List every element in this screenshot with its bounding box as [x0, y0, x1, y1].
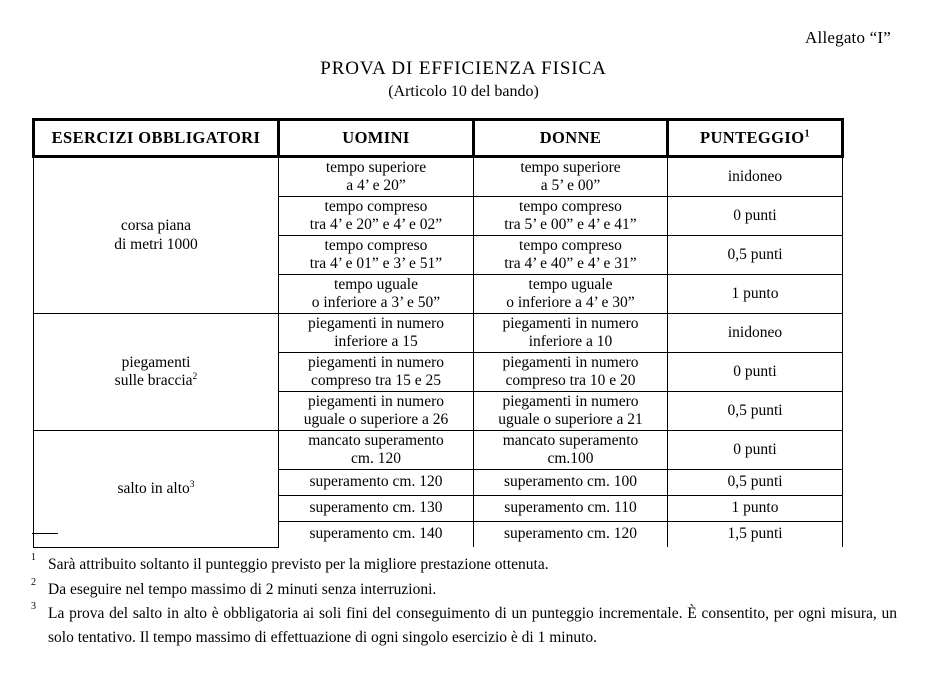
table-header-row [34, 120, 843, 157]
score-cell: 0,5 punti [668, 470, 843, 496]
women-line-2: inferiore a 10 [528, 333, 613, 350]
men-cell [279, 197, 474, 236]
exercise-line-2: di metri 1000 [114, 235, 198, 253]
score-cell: 0 punti [668, 431, 843, 470]
footnotes-section [31, 553, 897, 650]
footnote-marker: 1 [31, 552, 36, 563]
men-line-1: mancato superamento [308, 431, 444, 449]
score-cell: 0 punti [668, 353, 843, 392]
exercise-line-2: sulle braccia [114, 372, 193, 389]
women-line-1: tempo compreso [519, 197, 622, 215]
footnote-marker: 3 [189, 478, 195, 490]
footnote-1 [31, 553, 897, 577]
women-line-2: compreso tra 10 e 20 [505, 372, 636, 389]
men-line-2: a 4’ e 20” [346, 177, 406, 194]
exercise-line-1: salto in alto [117, 479, 190, 497]
men-cell [279, 157, 474, 197]
title-block [0, 58, 927, 102]
women-cell [474, 353, 668, 392]
women-line-1: tempo uguale [528, 275, 613, 293]
score-cell: inidoneo [668, 314, 843, 353]
score-cell: 0,5 punti [668, 236, 843, 275]
women-line-2: cm.100 [547, 450, 594, 467]
footnote-marker: 2 [192, 370, 198, 382]
women-cell [474, 392, 668, 431]
women-cell: superamento cm. 110 [474, 496, 668, 522]
women-line-1: tempo compreso [519, 236, 622, 254]
table-row [34, 314, 843, 353]
women-line-2: uguale o superiore a 21 [498, 411, 643, 428]
men-line-2: compreso tra 15 e 25 [311, 372, 441, 389]
men-line-2: tra 4’ e 20” e 4’ e 02” [309, 216, 443, 233]
men-line-1: tempo compreso [324, 197, 428, 215]
footnote-marker: 1 [804, 128, 810, 140]
men-cell [279, 314, 474, 353]
exercise-cell-corsa-piana [34, 157, 279, 314]
women-cell: superamento cm. 120 [474, 522, 668, 548]
men-cell [279, 392, 474, 431]
column-header-exercises: ESERCIZI OBBLIGATORI [34, 120, 279, 157]
women-line-2: a 5’ e 00” [540, 177, 601, 194]
table-body [34, 157, 843, 548]
men-line-2: o inferiore a 3’ e 50” [311, 294, 441, 311]
women-line-2: o inferiore a 4’ e 30” [506, 294, 635, 311]
column-header-men: UOMINI [279, 120, 474, 157]
exercise-line-1: corsa piana [120, 217, 192, 235]
women-line-1: piegamenti in numero [502, 353, 639, 371]
men-cell: superamento cm. 120 [279, 470, 474, 496]
score-cell: inidoneo [668, 157, 843, 197]
men-line-1: tempo compreso [324, 236, 428, 254]
footnote-text: La prova del salto in alto è obbligatoria ai soli fini del conseguimento di un punteggio incrementale. È consentito, per ogni misura, un solo tentativo. Il tempo massimo di effettuazione di ogni singolo esercizio è di 1 minuto. [48, 605, 897, 646]
physical-test-table-wrapper [32, 118, 841, 548]
men-line-1: tempo superiore [325, 158, 427, 176]
women-cell: superamento cm. 100 [474, 470, 668, 496]
exercise-cell-piegamenti-sulle-braccia [34, 314, 279, 431]
table-row [34, 431, 843, 470]
men-line-1: tempo uguale [334, 275, 418, 293]
footnote-marker: 3 [31, 601, 36, 613]
footnote-text: Da eseguire nel tempo massimo di 2 minuti senza interruzioni. [48, 580, 437, 598]
women-line-1: tempo superiore [520, 158, 621, 176]
score-cell: 0 punti [668, 197, 843, 236]
footnote-3 [31, 602, 897, 649]
women-line-1: piegamenti in numero [502, 314, 639, 332]
women-cell [474, 314, 668, 353]
men-cell: superamento cm. 140 [279, 522, 474, 548]
column-header-women: DONNE [474, 120, 668, 157]
footnote-text: Sarà attribuito soltanto il punteggio previsto per la migliore prestazione ottenuta. [48, 556, 549, 573]
page-title: PROVA DI EFFICIENZA FISICA [320, 58, 607, 79]
men-cell [279, 353, 474, 392]
footnote-2 [31, 578, 897, 602]
women-line-2: tra 4’ e 40” e 4’ e 31” [504, 255, 637, 272]
women-line-1: piegamenti in numero [502, 392, 639, 410]
women-cell [474, 275, 668, 314]
women-cell [474, 157, 668, 197]
score-cell: 1,5 punti [668, 522, 843, 548]
women-cell [474, 197, 668, 236]
score-cell: 1 punto [668, 496, 843, 522]
men-line-2: inferiore a 15 [334, 333, 418, 350]
footnote-marker: 2 [31, 576, 36, 588]
page-subtitle: (Articolo 10 del bando) [388, 82, 539, 100]
column-header-score [668, 120, 843, 157]
men-cell [279, 236, 474, 275]
women-cell [474, 236, 668, 275]
score-cell: 1 punto [668, 275, 843, 314]
men-cell [279, 275, 474, 314]
table-corner-rule [32, 533, 58, 534]
column-header-score-label: PUNTEGGIO [700, 127, 805, 147]
exercise-line-1: piegamenti [121, 353, 191, 371]
men-line-1: piegamenti in numero [307, 392, 445, 410]
annex-label: Allegato “I” [805, 28, 891, 47]
men-cell: superamento cm. 130 [279, 496, 474, 522]
women-line-1: mancato superamento [502, 431, 639, 449]
men-line-1: piegamenti in numero [307, 314, 445, 332]
men-line-2: uguale o superiore a 26 [303, 411, 449, 428]
men-line-2: cm. 120 [351, 450, 401, 467]
table-row [34, 157, 843, 197]
score-cell: 0,5 punti [668, 392, 843, 431]
physical-test-table [32, 118, 844, 548]
men-line-2: tra 4’ e 01” e 3’ e 51” [309, 255, 443, 272]
women-cell [474, 431, 668, 470]
exercise-cell-salto-in-alto [34, 431, 279, 548]
men-line-1: piegamenti in numero [307, 353, 445, 371]
men-cell [279, 431, 474, 470]
women-line-2: tra 5’ e 00” e 4’ e 41” [504, 216, 637, 233]
